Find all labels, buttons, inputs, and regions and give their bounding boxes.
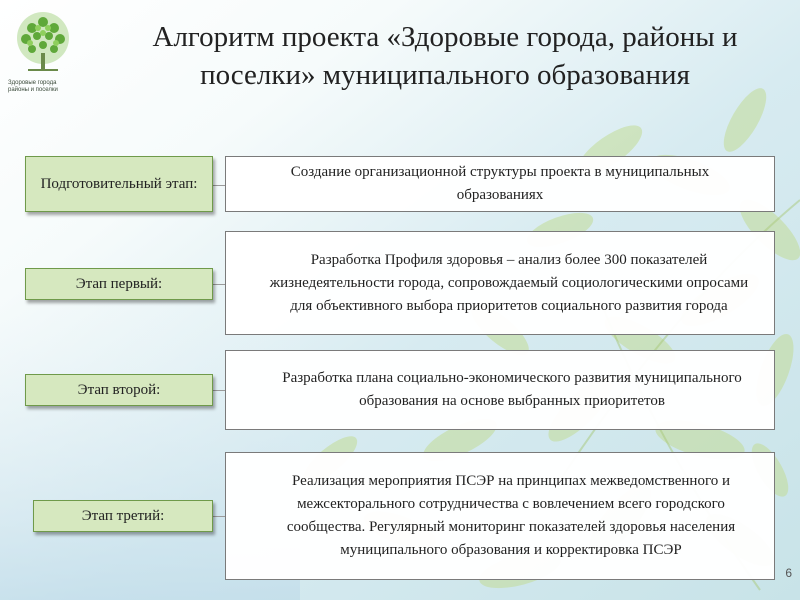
stage-label-text: Этап первый:: [75, 276, 163, 292]
stage-description-text: Разработка плана социально-экономического развития муниципального образования на основе выбранных приоритетов: [282, 370, 742, 409]
page-number: 6: [785, 566, 792, 580]
stage-description-third: [225, 452, 775, 580]
stage-description-first: [225, 231, 775, 335]
stage-label-text: Этап третий:: [81, 508, 165, 524]
stage-description-text: Реализация мероприятия ПСЭР на принципах межведомственного и межсекторального сотрудничества с вовлечением всего городского сообщества. Регулярный мониторинг показателей здоровья населения муниципального образования и корректировка ПСЭР: [286, 473, 736, 558]
tree-logo-icon: [8, 8, 78, 78]
stage-description-preparatory: [225, 156, 775, 212]
stage-description-text: Создание организационной структуры проекта в муниципальных образованиях: [290, 164, 710, 203]
logo-caption-line-2: районы и поселки: [8, 87, 58, 93]
logo-caption: [8, 80, 78, 94]
stage-label-second: [25, 374, 213, 406]
connector-0: [213, 185, 225, 186]
stage-description-second: [225, 350, 775, 430]
connector-1: [213, 284, 225, 285]
logo-caption-line-1: Здоровые города: [8, 80, 57, 86]
connector-2: [213, 390, 225, 391]
stage-label-preparatory: [25, 156, 213, 212]
stage-label-third: [33, 500, 213, 532]
stage-label-text: Этап второй:: [77, 382, 161, 398]
connector-3: [213, 516, 225, 517]
project-logo: [8, 8, 78, 96]
stage-label-first: [25, 268, 213, 300]
stage-label-text: Подготовительный этап:: [40, 176, 198, 192]
stage-description-text: Разработка Профиля здоровья – анализ более 300 показателей жизнедеятельности города, сопровождаемый социологическими опросами для объективного выбора приоритетов социального развития города: [269, 251, 749, 314]
slide-title: Алгоритм проекта «Здоровые города, районы и поселки» муниципального образования: [152, 21, 738, 91]
